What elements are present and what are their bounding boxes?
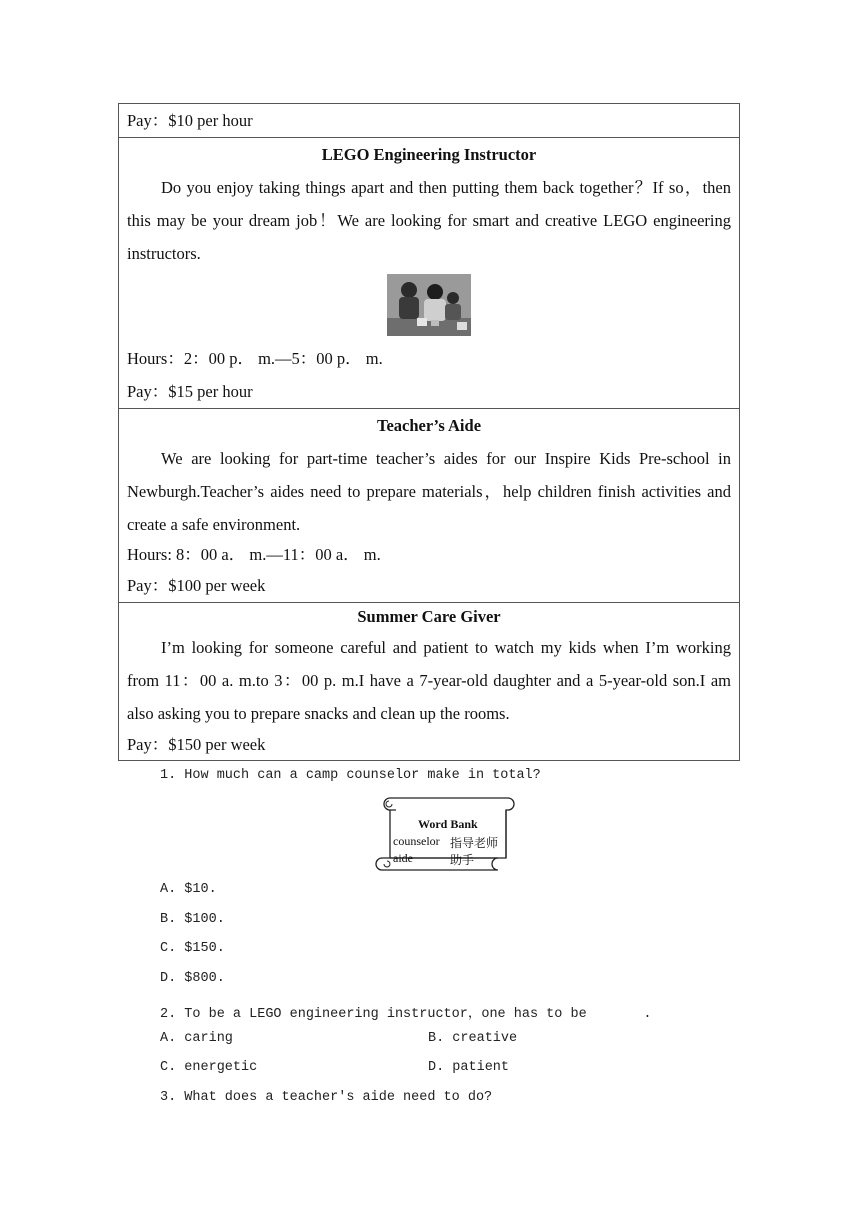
word-bank-meaning-2: 助手 xyxy=(450,853,475,867)
lego-pay: Pay：$15 per hour xyxy=(127,382,253,401)
aide-title: Teacher’s Aide xyxy=(376,416,482,435)
question-3: 3. What does a teacher's aide need to do? xyxy=(160,1090,493,1105)
jobs-table xyxy=(118,103,740,761)
q2-option-b: B. creative xyxy=(428,1031,518,1046)
word-bank-meaning-1: 指导老师 xyxy=(450,836,499,850)
lego-description: Do you enjoy taking things apart and then putting them back together？If so，then this may be your dream job！We are looking for smart and creative LEGO engineering instructors. xyxy=(127,178,731,263)
lego-photo-wrap xyxy=(127,270,731,342)
lego-title: LEGO Engineering Instructor xyxy=(321,145,537,164)
lego-hours: Hours：2：00 p． m.—5：00 p． m. xyxy=(127,349,383,368)
q1-option-b: B. $100. xyxy=(160,912,225,927)
aide-pay: Pay：$100 per week xyxy=(127,576,266,595)
care-description: I’m looking for someone careful and patient to watch my kids when I’m working from 11：00 a. m.to 3：00 p. m.I have a 7-year-old daughter and a 5-year-old son.I am also asking you to prepare snacks and clean up the rooms. xyxy=(127,638,731,723)
question-2: 2. To be a LEGO engineering instructor，one has to be . xyxy=(160,1007,652,1022)
aide-description: We are looking for part-time teacher’s aides for our Inspire Kids Pre-school in Newburgh.Teacher’s aides need to prepare materials，help children finish activities and create a safe environment. xyxy=(127,449,731,534)
job-row-lego xyxy=(119,137,739,408)
q1-option-d: D. $800. xyxy=(160,971,225,986)
q1-option-c: C. $150. xyxy=(160,941,225,956)
word-bank-scroll xyxy=(374,794,516,874)
q1-option-a: A. $10. xyxy=(160,882,217,897)
q2-option-a: A. caring xyxy=(160,1031,233,1046)
lego-kids-photo xyxy=(387,274,471,336)
word-bank-title: Word Bank xyxy=(418,817,478,831)
aide-hours: Hours: 8：00 a． m.—11：00 a． m. xyxy=(127,545,381,564)
job-row-care xyxy=(119,602,739,760)
q2-option-d: D. patient xyxy=(428,1060,510,1075)
job-row-aide xyxy=(119,408,739,602)
care-pay: Pay：$150 per week xyxy=(127,735,266,754)
word-bank-word-2: aide xyxy=(393,851,413,865)
question-1: 1. How much can a camp counselor make in total? xyxy=(160,768,541,783)
q2-option-c: C. energetic xyxy=(160,1060,258,1075)
previous-job-pay: Pay：$10 per hour xyxy=(127,111,253,130)
word-bank-word-1: counselor xyxy=(393,834,440,848)
job-row-previous xyxy=(119,104,739,137)
care-title: Summer Care Giver xyxy=(357,607,501,626)
